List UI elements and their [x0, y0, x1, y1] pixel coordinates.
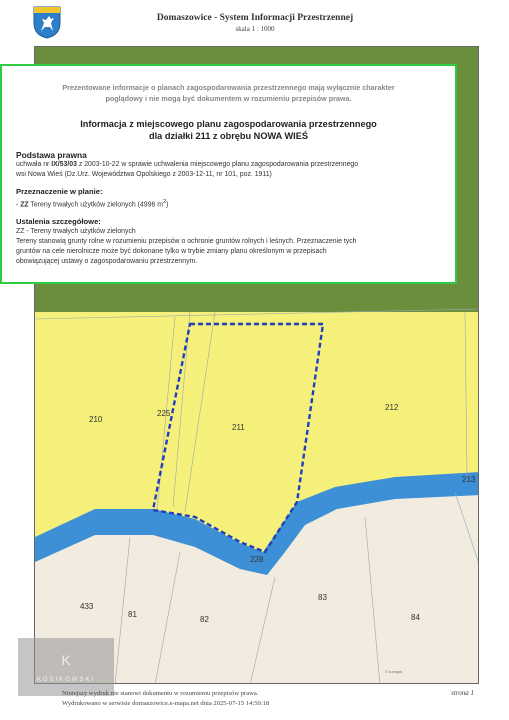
plan-title-line: Informacja z miejscowego planu zagospodarowania przestrzennego	[80, 119, 377, 129]
purpose-text	[16, 197, 441, 210]
details-line: gruntów na cele nierolnicze może być dokonane tylko w trybie zmiany planu określonym w przepisach	[16, 248, 327, 256]
legal-basis-text	[16, 160, 441, 180]
disclaimer-line: Prezentowane informacje o planach zagospodarowania przestrzennego mają wyłącznie charakter	[62, 83, 395, 92]
purpose-heading: Przeznaczenie w planie:	[16, 187, 103, 196]
document-title: Domaszowice - System Informacji Przestrzennej	[156, 13, 354, 23]
details-line: ZZ - Tereny trwałych użytków zielonych	[16, 228, 136, 236]
parcel-label[interactable]: 433	[80, 602, 94, 611]
parcel-label[interactable]: 82	[200, 615, 209, 624]
page-number: strona 1	[451, 689, 474, 697]
details-line: obowiązującej ustawy o zagospodarowaniu przestrzennym.	[16, 258, 198, 266]
parcel-label[interactable]: 213	[462, 475, 476, 484]
parcel-label[interactable]: 225	[157, 409, 171, 418]
plan-info-panel	[0, 64, 457, 284]
details-line: Tereny stanowią grunty rolne w rozumieniu przepisów o ochronie gruntów rolnych i leśnych. Przeznaczenie tych	[16, 238, 357, 246]
page-header	[0, 0, 509, 46]
parcel-label[interactable]: 83	[318, 593, 327, 602]
parcel-label[interactable]: 81	[128, 610, 137, 619]
legal-basis-prefix: uchwała nr	[16, 161, 52, 168]
parcel-label-selected[interactable]: 211	[232, 423, 245, 432]
footer-print-info: Wydrukowano w serwisie domaszowice.e-mapa.net dnia 2025-07-15 14:50:18	[62, 700, 270, 707]
zone-code: ZZ	[20, 201, 29, 209]
map-attribution: © e-mapa	[385, 670, 402, 674]
purpose-prefix: -	[16, 201, 21, 209]
coat-of-arms-icon	[32, 5, 62, 39]
area-unit-exponent: 2	[162, 199, 167, 205]
purpose-close: )	[166, 201, 169, 209]
legal-basis-heading: Podstawa prawna	[16, 150, 87, 160]
disclaimer-text	[12, 82, 445, 104]
parcel-label[interactable]: 212	[385, 403, 399, 412]
resolution-number: IX/53/03	[51, 161, 77, 168]
plan-info-title	[12, 118, 445, 142]
plan-title-line: dla działki 211 z obrębu NOWA WIEŚ	[149, 131, 308, 141]
footer-disclaimer: Niniejszy wydruk nie stanowi dokumentu w rozumieniu przepisów prawa.	[62, 690, 259, 697]
disclaimer-line: poglądowy i nie mogą być dokumentem w rozumieniu przepisów prawa.	[105, 94, 352, 103]
parcel-label[interactable]: 84	[411, 613, 420, 622]
details-heading: Ustalenia szczegółowe:	[16, 217, 101, 227]
company-logo	[18, 638, 114, 696]
map-scale: skala 1 : 1000	[235, 25, 275, 33]
legal-basis-line: wsi Nowa Wieś (Dz.Urz. Województwa Opolskiego z 2003-12-11, nr 101, poz. 1911)	[16, 171, 272, 178]
details-text	[16, 227, 441, 267]
parcel-label[interactable]: 228	[250, 555, 264, 564]
logo-k-icon: K	[61, 652, 71, 668]
logo-brand: KOSIKOWSKI	[36, 677, 96, 683]
page-footer	[62, 689, 482, 709]
purpose-description: Tereny trwałych użytków zielonych (4996 m	[28, 201, 163, 209]
parcel-label[interactable]: 210	[89, 415, 103, 424]
legal-basis-rest: z 2003-10-22 w sprawie uchwalenia miejscowego planu zagospodarowania przestrzennego	[76, 161, 359, 168]
